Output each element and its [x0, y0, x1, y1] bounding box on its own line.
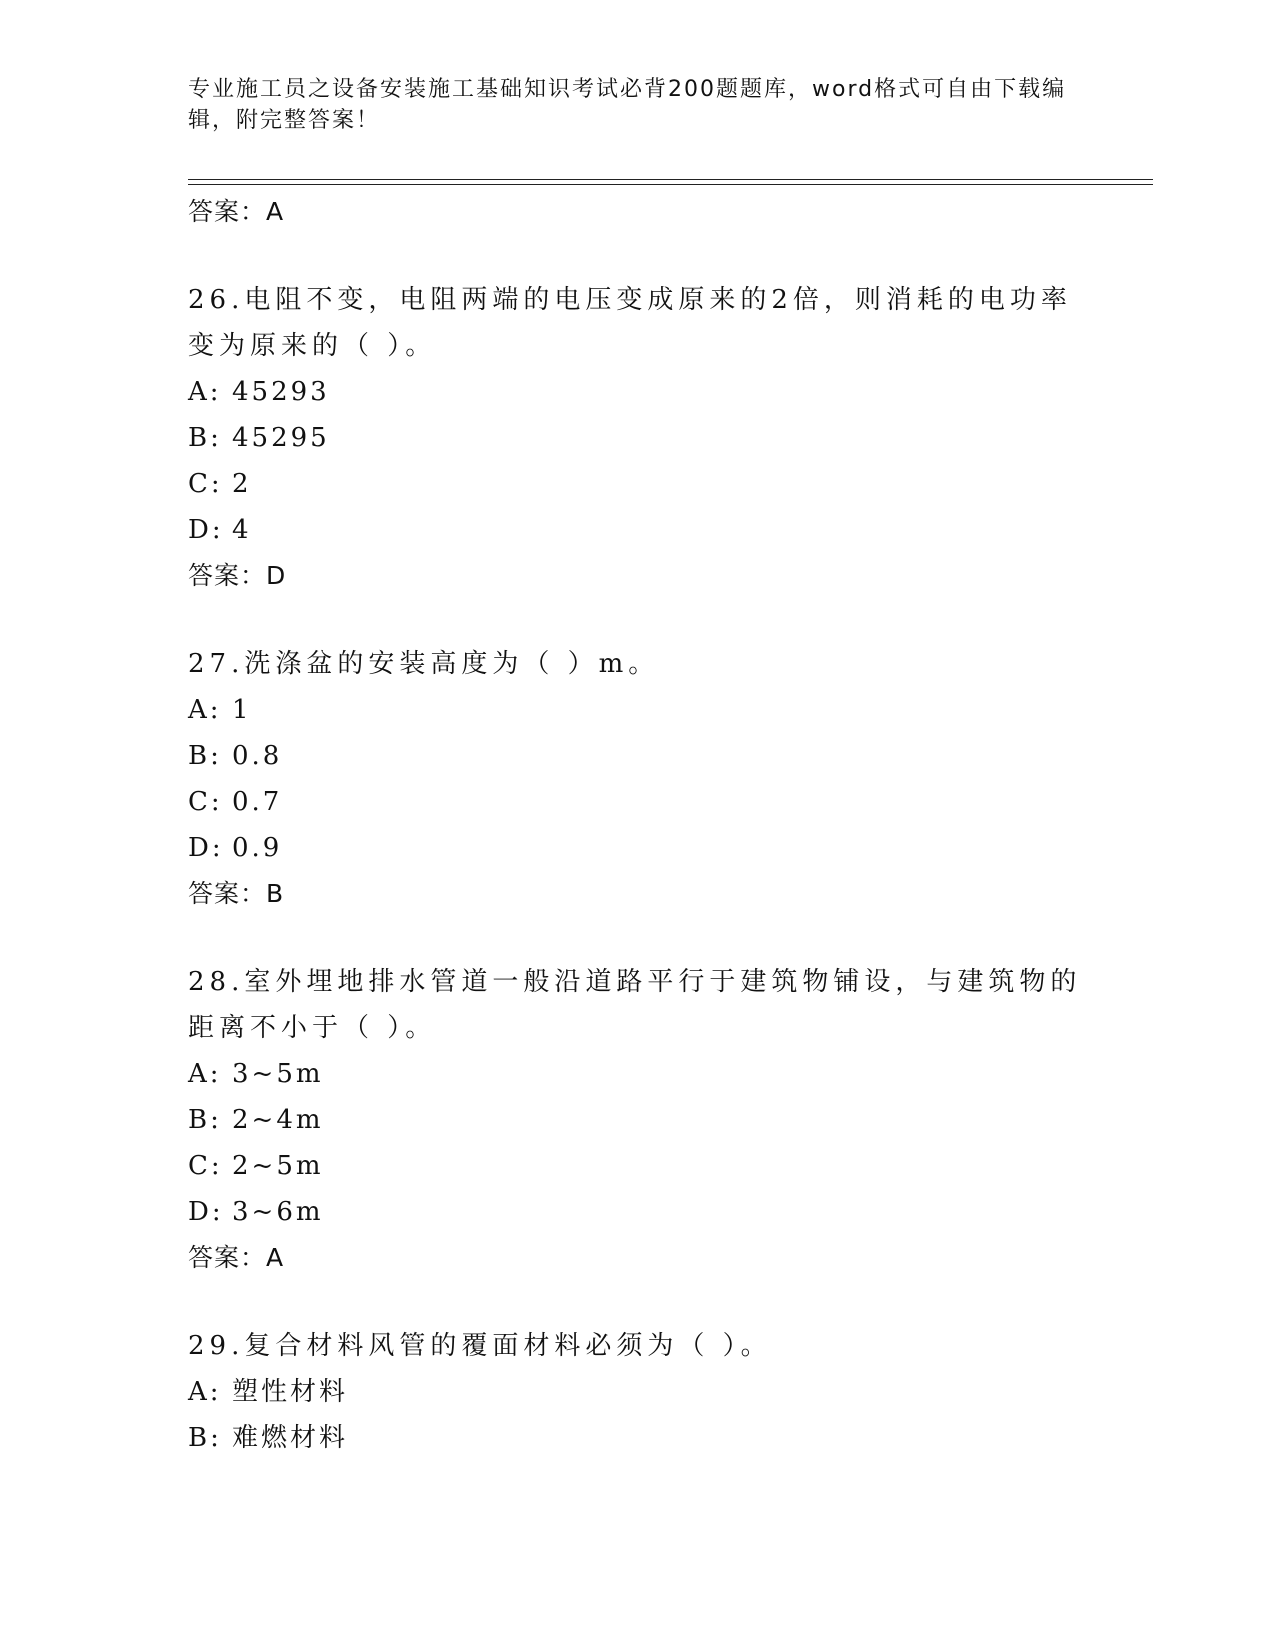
- option-b: [188, 733, 1088, 779]
- option-a: [188, 687, 1088, 733]
- answer-line: 答案：D: [188, 561, 287, 590]
- option-a: [188, 1051, 1088, 1097]
- option-text: 45293: [232, 377, 330, 407]
- option-d: [188, 825, 1088, 871]
- option-text: 难燃材料: [232, 1423, 349, 1453]
- question-27: [188, 641, 1088, 917]
- option-text: 3~5m: [232, 1059, 324, 1089]
- option-label: C:: [188, 469, 223, 499]
- option-label: C:: [188, 787, 223, 817]
- option-label: D:: [188, 833, 224, 863]
- option-text: 4: [232, 515, 252, 545]
- question-stem: 27.洗涤盆的安装高度为（ ）m。: [188, 649, 660, 679]
- option-label: D:: [188, 515, 224, 545]
- option-a: [188, 1369, 1088, 1415]
- option-a: [188, 369, 1088, 415]
- option-text: 2~5m: [232, 1151, 324, 1181]
- option-label: C:: [188, 1151, 223, 1181]
- answer-line: 答案：B: [188, 879, 285, 908]
- option-label: B:: [188, 423, 222, 453]
- question-26: [188, 277, 1088, 599]
- option-label: B:: [188, 741, 222, 771]
- option-label: B:: [188, 1105, 222, 1135]
- option-text: 1: [232, 695, 252, 725]
- option-c: [188, 461, 1088, 507]
- option-label: A:: [188, 1377, 222, 1407]
- option-text: 2: [232, 469, 252, 499]
- option-text: 0.8: [232, 741, 283, 771]
- answer-line: 答案：A: [188, 1243, 285, 1272]
- option-label: A:: [188, 695, 222, 725]
- option-label: B:: [188, 1423, 222, 1453]
- question-stem: 28.室外埋地排水管道一般沿道路平行于建筑物铺设，与建筑物的距离不小于（ ）。: [188, 967, 1082, 1043]
- question-28: [188, 959, 1088, 1281]
- question-stem: 29.复合材料风管的覆面材料必须为（ ）。: [188, 1331, 772, 1361]
- option-b: [188, 415, 1088, 461]
- option-c: [188, 779, 1088, 825]
- option-text: 0.7: [232, 787, 283, 817]
- option-b: [188, 1415, 1088, 1461]
- option-b: [188, 1097, 1088, 1143]
- answer-line: 答案：A: [188, 197, 285, 226]
- header-divider-secondary: [188, 184, 1153, 185]
- question-29: [188, 1323, 1088, 1461]
- option-text: 塑性材料: [232, 1377, 349, 1407]
- option-label: A:: [188, 377, 222, 407]
- question-list: [188, 189, 1088, 1461]
- option-text: 45295: [232, 423, 330, 453]
- option-c: [188, 1143, 1088, 1189]
- option-text: 3~6m: [232, 1197, 324, 1227]
- option-label: A:: [188, 1059, 222, 1089]
- option-label: D:: [188, 1197, 224, 1227]
- header-divider: [188, 179, 1153, 180]
- option-d: [188, 1189, 1088, 1235]
- option-text: 0.9: [232, 833, 283, 863]
- page-header: 专业施工员之设备安装施工基础知识考试必背200题题库，word格式可自由下载编辑，附完整答案！: [188, 77, 1067, 133]
- option-text: 2~4m: [232, 1105, 324, 1135]
- option-d: [188, 507, 1088, 553]
- question-stem: 26.电阻不变，电阻两端的电压变成原来的2倍，则消耗的电功率变为原来的（ ）。: [188, 285, 1072, 361]
